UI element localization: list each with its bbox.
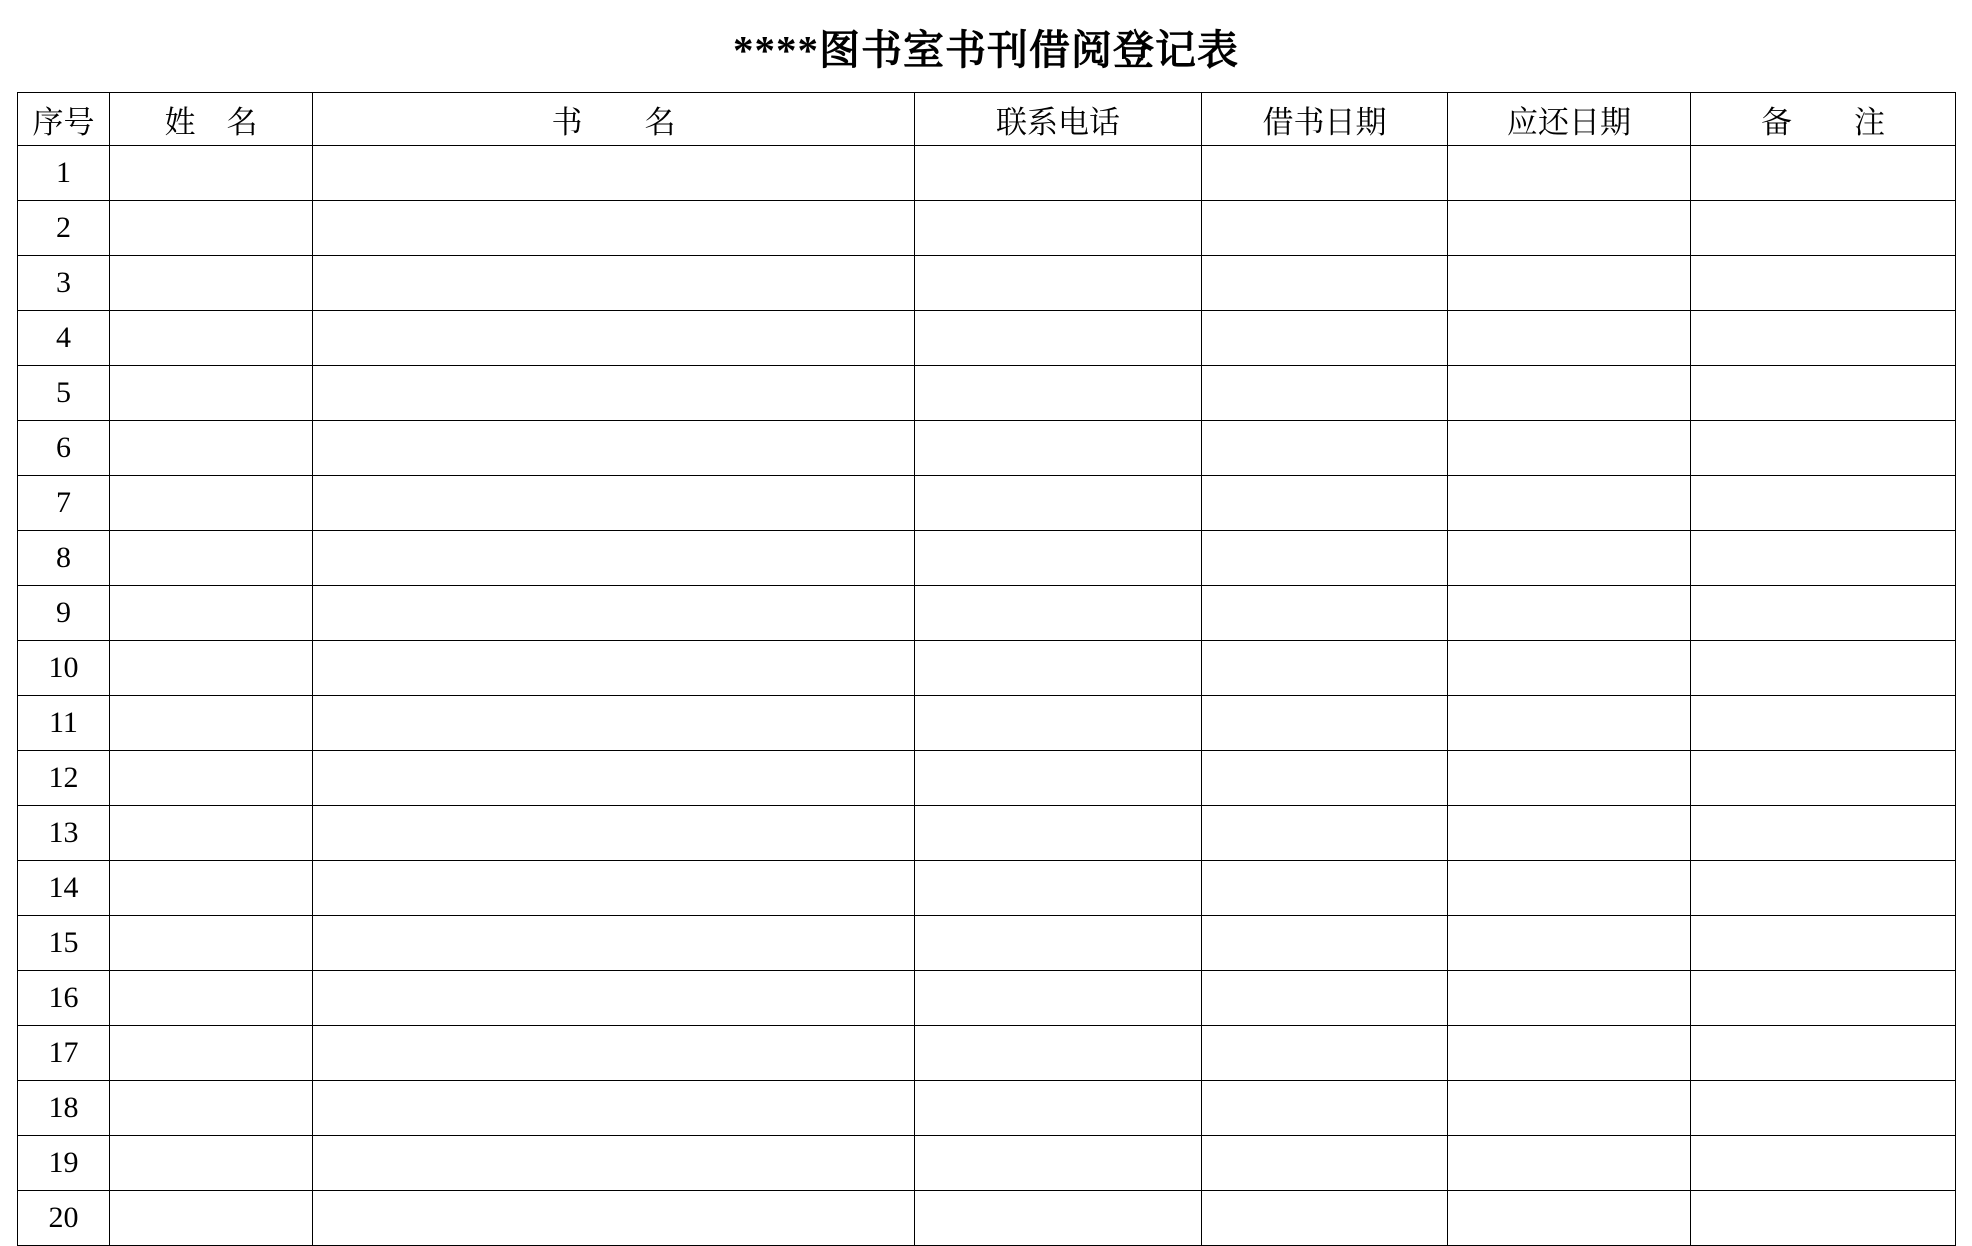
row-index-cell: 5 xyxy=(18,366,110,421)
cell-borrow_date[interactable] xyxy=(1202,531,1448,586)
cell-borrow_date[interactable] xyxy=(1202,1026,1448,1081)
cell-phone[interactable] xyxy=(915,311,1202,366)
cell-book[interactable] xyxy=(313,201,915,256)
table-row xyxy=(18,806,1956,861)
row-index-cell: 6 xyxy=(18,421,110,476)
borrow-register-table xyxy=(17,92,1956,1246)
cell-borrow_date[interactable] xyxy=(1202,1191,1448,1246)
cell-name[interactable] xyxy=(110,256,313,311)
column-header-borrow-date: 借书日期 xyxy=(1202,93,1448,146)
cell-due_date[interactable] xyxy=(1448,146,1691,201)
cell-borrow_date[interactable] xyxy=(1202,256,1448,311)
cell-borrow_date[interactable] xyxy=(1202,311,1448,366)
cell-borrow_date[interactable] xyxy=(1202,146,1448,201)
cell-note[interactable] xyxy=(1691,1191,1956,1246)
table-row xyxy=(18,256,1956,311)
cell-borrow_date[interactable] xyxy=(1202,201,1448,256)
row-index-cell: 20 xyxy=(18,1191,110,1246)
row-index-cell: 3 xyxy=(18,256,110,311)
page-title: ****图书室书刊借阅登记表 xyxy=(733,26,1239,73)
cell-borrow_date[interactable] xyxy=(1202,1081,1448,1136)
row-index-cell: 8 xyxy=(18,531,110,586)
cell-due_date[interactable] xyxy=(1448,366,1691,421)
cell-borrow_date[interactable] xyxy=(1202,861,1448,916)
table-row xyxy=(18,531,1956,586)
cell-due_date[interactable] xyxy=(1448,201,1691,256)
cell-phone[interactable] xyxy=(915,751,1202,806)
cell-note[interactable] xyxy=(1691,1026,1956,1081)
cell-phone[interactable] xyxy=(915,586,1202,641)
table-row xyxy=(18,861,1956,916)
column-header-name: 姓 名 xyxy=(110,93,313,146)
cell-phone[interactable] xyxy=(915,1081,1202,1136)
cell-note[interactable] xyxy=(1691,1136,1956,1191)
row-index-cell: 1 xyxy=(18,146,110,201)
cell-due_date[interactable] xyxy=(1448,531,1691,586)
cell-due_date[interactable] xyxy=(1448,971,1691,1026)
cell-name[interactable] xyxy=(110,311,313,366)
row-index-cell: 10 xyxy=(18,641,110,696)
row-index-cell: 18 xyxy=(18,1081,110,1136)
row-index-cell: 17 xyxy=(18,1026,110,1081)
row-index-cell: 16 xyxy=(18,971,110,1026)
cell-phone[interactable] xyxy=(915,916,1202,971)
cell-note[interactable] xyxy=(1691,971,1956,1026)
cell-name[interactable] xyxy=(110,1191,313,1246)
table-header xyxy=(18,93,1956,146)
cell-name[interactable] xyxy=(110,531,313,586)
cell-due_date[interactable] xyxy=(1448,1081,1691,1136)
cell-name[interactable] xyxy=(110,366,313,421)
table-header-row xyxy=(18,93,1956,146)
cell-due_date[interactable] xyxy=(1448,1026,1691,1081)
table-row xyxy=(18,311,1956,366)
row-index-cell: 13 xyxy=(18,806,110,861)
table-row xyxy=(18,586,1956,641)
table-row xyxy=(18,1191,1956,1246)
row-index-cell: 11 xyxy=(18,696,110,751)
cell-book[interactable] xyxy=(313,531,915,586)
cell-due_date[interactable] xyxy=(1448,1191,1691,1246)
table-row xyxy=(18,1136,1956,1191)
title-row xyxy=(0,0,1972,92)
cell-book[interactable] xyxy=(313,256,915,311)
table-row xyxy=(18,751,1956,806)
cell-phone[interactable] xyxy=(915,696,1202,751)
cell-borrow_date[interactable] xyxy=(1202,366,1448,421)
table-row xyxy=(18,476,1956,531)
cell-phone[interactable] xyxy=(915,641,1202,696)
cell-due_date[interactable] xyxy=(1448,256,1691,311)
cell-due_date[interactable] xyxy=(1448,861,1691,916)
cell-phone[interactable] xyxy=(915,476,1202,531)
cell-book[interactable] xyxy=(313,641,915,696)
row-index-cell: 19 xyxy=(18,1136,110,1191)
cell-book[interactable] xyxy=(313,1081,915,1136)
cell-phone[interactable] xyxy=(915,861,1202,916)
cell-name[interactable] xyxy=(110,586,313,641)
table-row xyxy=(18,201,1956,256)
table-row xyxy=(18,366,1956,421)
column-header-phone: 联系电话 xyxy=(915,93,1202,146)
row-index-cell: 7 xyxy=(18,476,110,531)
cell-phone[interactable] xyxy=(915,256,1202,311)
cell-due_date[interactable] xyxy=(1448,1136,1691,1191)
cell-name[interactable] xyxy=(110,476,313,531)
cell-book[interactable] xyxy=(313,586,915,641)
cell-note[interactable] xyxy=(1691,421,1956,476)
cell-phone[interactable] xyxy=(915,421,1202,476)
cell-phone[interactable] xyxy=(915,971,1202,1026)
cell-note[interactable] xyxy=(1691,531,1956,586)
cell-note[interactable] xyxy=(1691,751,1956,806)
table-row xyxy=(18,916,1956,971)
cell-due_date[interactable] xyxy=(1448,916,1691,971)
row-index-cell: 9 xyxy=(18,586,110,641)
cell-due_date[interactable] xyxy=(1448,751,1691,806)
cell-name[interactable] xyxy=(110,861,313,916)
column-header-due-date: 应还日期 xyxy=(1448,93,1691,146)
cell-name[interactable] xyxy=(110,146,313,201)
cell-book[interactable] xyxy=(313,146,915,201)
row-index-cell: 2 xyxy=(18,201,110,256)
cell-book[interactable] xyxy=(313,916,915,971)
cell-borrow_date[interactable] xyxy=(1202,916,1448,971)
row-index-cell: 12 xyxy=(18,751,110,806)
cell-name[interactable] xyxy=(110,421,313,476)
cell-note[interactable] xyxy=(1691,641,1956,696)
table-row xyxy=(18,1026,1956,1081)
cell-name[interactable] xyxy=(110,696,313,751)
cell-due_date[interactable] xyxy=(1448,311,1691,366)
column-header-note: 备 注 xyxy=(1691,93,1956,146)
row-index-cell: 14 xyxy=(18,861,110,916)
table-row xyxy=(18,696,1956,751)
cell-note[interactable] xyxy=(1691,146,1956,201)
table-row xyxy=(18,146,1956,201)
cell-name[interactable] xyxy=(110,201,313,256)
cell-name[interactable] xyxy=(110,1081,313,1136)
cell-borrow_date[interactable] xyxy=(1202,696,1448,751)
cell-note[interactable] xyxy=(1691,311,1956,366)
table-row xyxy=(18,641,1956,696)
cell-borrow_date[interactable] xyxy=(1202,641,1448,696)
column-header-book: 书 名 xyxy=(313,93,915,146)
cell-phone[interactable] xyxy=(915,1026,1202,1081)
cell-note[interactable] xyxy=(1691,201,1956,256)
table-body xyxy=(18,146,1956,1246)
cell-note[interactable] xyxy=(1691,476,1956,531)
cell-book[interactable] xyxy=(313,861,915,916)
table-row xyxy=(18,421,1956,476)
cell-note[interactable] xyxy=(1691,696,1956,751)
cell-phone[interactable] xyxy=(915,201,1202,256)
cell-phone[interactable] xyxy=(915,1191,1202,1246)
cell-name[interactable] xyxy=(110,971,313,1026)
cell-borrow_date[interactable] xyxy=(1202,971,1448,1026)
cell-borrow_date[interactable] xyxy=(1202,806,1448,861)
cell-book[interactable] xyxy=(313,971,915,1026)
cell-book[interactable] xyxy=(313,476,915,531)
cell-phone[interactable] xyxy=(915,806,1202,861)
row-index-cell: 15 xyxy=(18,916,110,971)
cell-phone[interactable] xyxy=(915,531,1202,586)
cell-note[interactable] xyxy=(1691,256,1956,311)
cell-borrow_date[interactable] xyxy=(1202,586,1448,641)
cell-borrow_date[interactable] xyxy=(1202,1136,1448,1191)
cell-phone[interactable] xyxy=(915,1136,1202,1191)
cell-due_date[interactable] xyxy=(1448,696,1691,751)
table-row xyxy=(18,971,1956,1026)
cell-book[interactable] xyxy=(313,1026,915,1081)
cell-note[interactable] xyxy=(1691,586,1956,641)
cell-due_date[interactable] xyxy=(1448,586,1691,641)
cell-name[interactable] xyxy=(110,916,313,971)
cell-phone[interactable] xyxy=(915,366,1202,421)
cell-book[interactable] xyxy=(313,751,915,806)
table-row xyxy=(18,1081,1956,1136)
cell-borrow_date[interactable] xyxy=(1202,751,1448,806)
cell-due_date[interactable] xyxy=(1448,421,1691,476)
cell-borrow_date[interactable] xyxy=(1202,476,1448,531)
cell-name[interactable] xyxy=(110,806,313,861)
cell-book[interactable] xyxy=(313,696,915,751)
cell-book[interactable] xyxy=(313,311,915,366)
cell-note[interactable] xyxy=(1691,861,1956,916)
cell-name[interactable] xyxy=(110,751,313,806)
cell-due_date[interactable] xyxy=(1448,476,1691,531)
cell-book[interactable] xyxy=(313,366,915,421)
cell-book[interactable] xyxy=(313,1136,915,1191)
cell-note[interactable] xyxy=(1691,1081,1956,1136)
cell-note[interactable] xyxy=(1691,916,1956,971)
cell-due_date[interactable] xyxy=(1448,641,1691,696)
cell-borrow_date[interactable] xyxy=(1202,421,1448,476)
row-index-cell: 4 xyxy=(18,311,110,366)
cell-book[interactable] xyxy=(313,421,915,476)
cell-due_date[interactable] xyxy=(1448,806,1691,861)
cell-name[interactable] xyxy=(110,1026,313,1081)
column-header-index: 序号 xyxy=(18,93,110,146)
cell-phone[interactable] xyxy=(915,146,1202,201)
cell-name[interactable] xyxy=(110,1136,313,1191)
cell-note[interactable] xyxy=(1691,366,1956,421)
cell-book[interactable] xyxy=(313,806,915,861)
cell-name[interactable] xyxy=(110,641,313,696)
cell-note[interactable] xyxy=(1691,806,1956,861)
cell-book[interactable] xyxy=(313,1191,915,1246)
